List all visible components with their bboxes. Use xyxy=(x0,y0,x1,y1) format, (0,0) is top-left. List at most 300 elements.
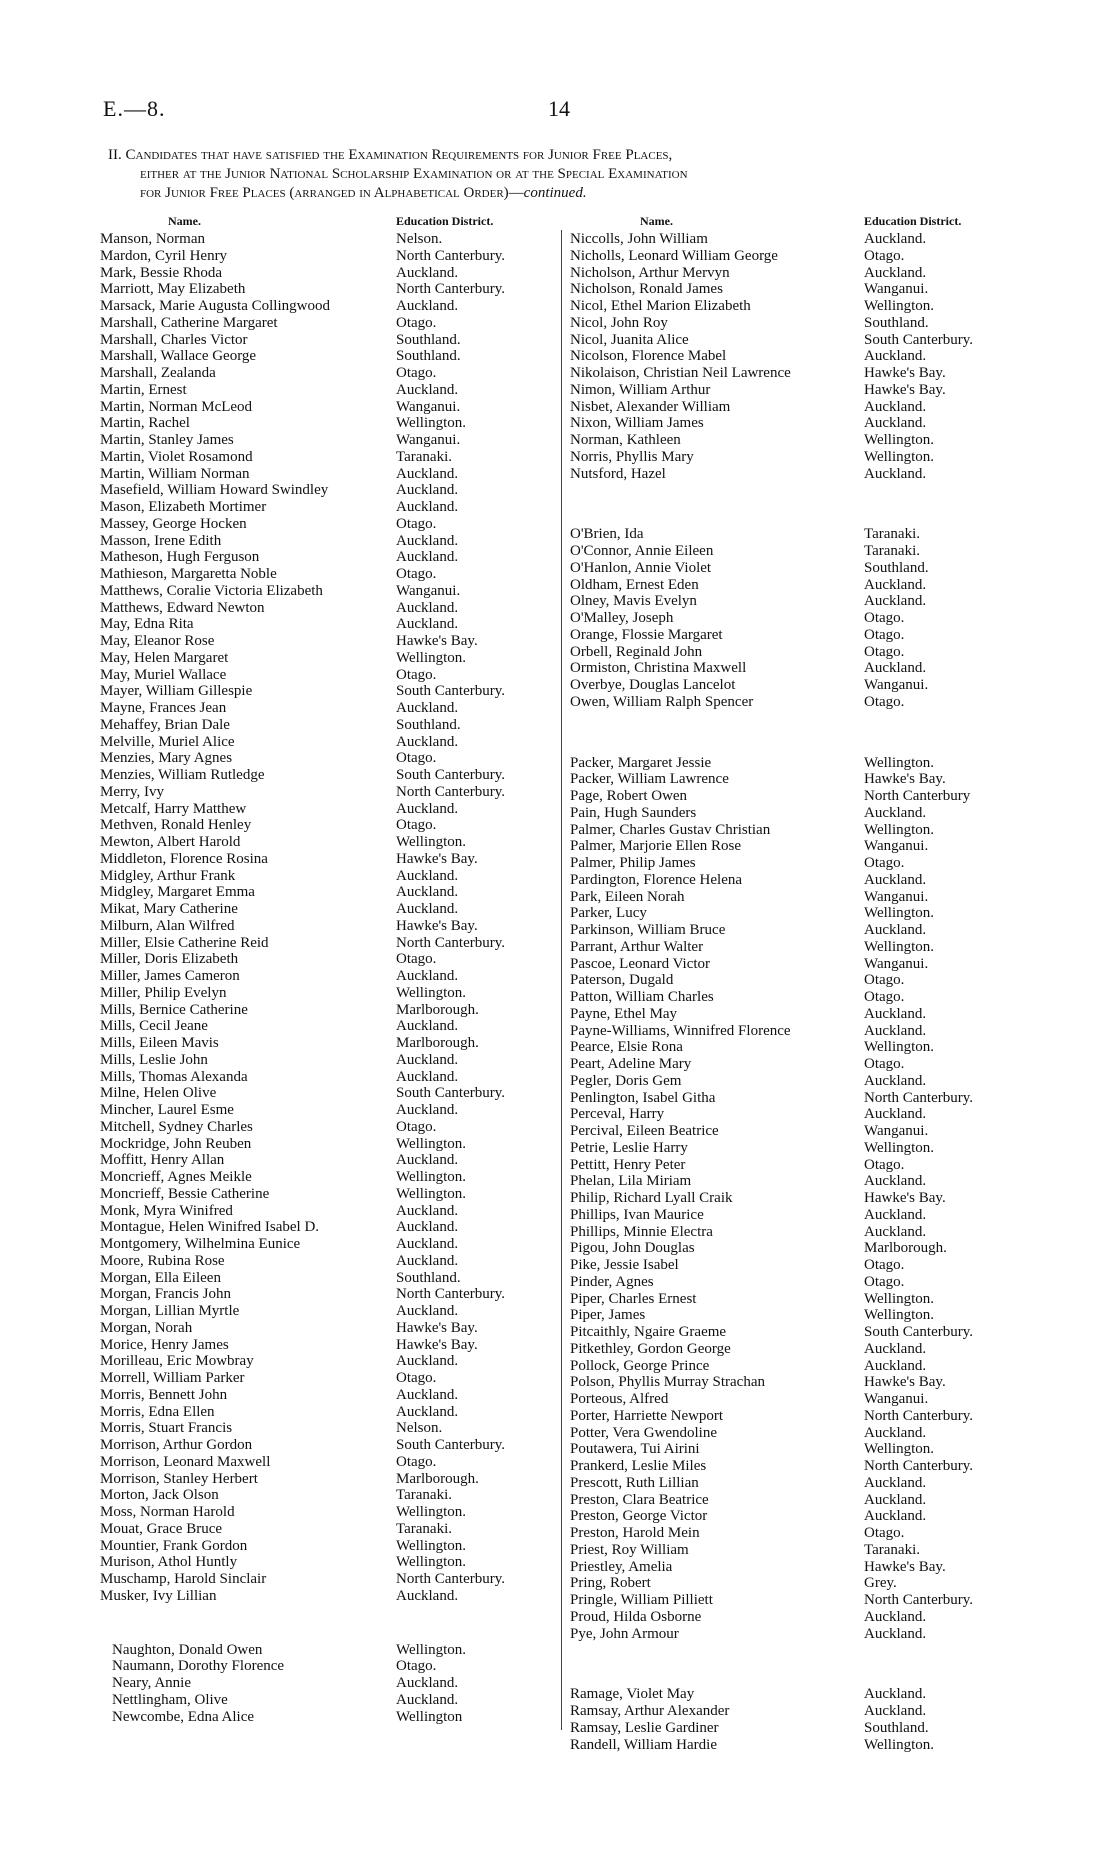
list-item xyxy=(570,1508,1010,1525)
candidate-name: Neary, Annie xyxy=(112,1675,191,1691)
candidate-name: Pring, Robert xyxy=(570,1575,651,1592)
left-section-n xyxy=(100,1642,560,1726)
candidate-name: Miller, Doris Elizabeth xyxy=(100,951,239,968)
candidate-name: Moss, Norman Harold xyxy=(100,1504,235,1520)
education-district: Wellington. xyxy=(396,1554,467,1571)
list-item xyxy=(570,365,1010,382)
education-district: Otago. xyxy=(396,666,437,683)
candidate-name: Parker, Lucy xyxy=(570,905,647,922)
education-district: Auckland. xyxy=(396,616,459,633)
candidate-name: Musker, Ivy Lillian xyxy=(100,1587,217,1604)
candidate-name: Owen, William Ralph Spencer xyxy=(570,693,754,710)
education-district: South Canterbury. xyxy=(396,683,506,700)
candidate-name: Marriott, May Elizabeth xyxy=(100,281,246,298)
candidate-name: Montgomery, Wilhelmina Eunice xyxy=(100,1236,301,1252)
education-district: Wellington. xyxy=(864,298,935,314)
list-item xyxy=(100,1270,560,1287)
education-district: Otago. xyxy=(396,1370,437,1386)
list-item xyxy=(100,1571,560,1588)
education-district: Auckland. xyxy=(864,1340,927,1357)
education-district: North Canterbury. xyxy=(864,1592,973,1608)
list-item xyxy=(100,616,560,633)
education-district: North Canterbury. xyxy=(396,783,505,800)
education-district: Auckland. xyxy=(864,1625,927,1642)
heading-continued: continued. xyxy=(523,185,587,201)
column-divider xyxy=(561,230,562,1730)
education-district: Auckland. xyxy=(396,1691,459,1708)
education-district: Auckland. xyxy=(396,1403,459,1420)
heading-line-3 xyxy=(108,184,1023,203)
list-item xyxy=(570,1720,1010,1737)
list-item xyxy=(570,1291,1010,1308)
education-district: Otago. xyxy=(864,1156,905,1173)
list-item xyxy=(570,855,1010,872)
education-district: Auckland. xyxy=(396,1587,459,1604)
candidate-name: Overbye, Douglas Lancelot xyxy=(570,677,736,693)
education-district: Wellington. xyxy=(396,1169,467,1185)
candidate-name: Naumann, Dorothy Florence xyxy=(112,1658,285,1675)
list-item xyxy=(100,700,560,717)
education-district: Hawke's Bay. xyxy=(864,1558,946,1575)
list-item xyxy=(100,834,560,851)
candidate-name: Mehaffey, Brian Dale xyxy=(100,716,230,733)
candidate-name: Poutawera, Tui Airini xyxy=(570,1441,700,1458)
education-district: Southland. xyxy=(396,1269,461,1286)
candidate-name: Moncrieff, Bessie Catherine xyxy=(100,1185,270,1202)
candidate-name: Nixon, William James xyxy=(570,415,704,432)
list-item xyxy=(100,1454,560,1471)
education-district: Auckland. xyxy=(396,1202,459,1219)
education-district: Hawke's Bay. xyxy=(396,917,478,934)
candidate-name: Proud, Hilda Osborne xyxy=(570,1608,702,1625)
list-item xyxy=(100,1035,560,1052)
education-district: Auckland. xyxy=(396,465,459,482)
candidate-name: Mincher, Laurel Esme xyxy=(100,1102,234,1118)
education-district: South Canterbury. xyxy=(864,1324,974,1340)
education-district: Wellington. xyxy=(864,1039,935,1056)
candidate-name: Miller, Philip Evelyn xyxy=(100,984,227,1001)
candidate-name: Morice, Henry James xyxy=(100,1336,229,1353)
list-item xyxy=(570,677,1010,694)
section-gap xyxy=(570,711,1010,755)
candidate-name: Nicholson, Ronald James xyxy=(570,281,723,298)
list-item xyxy=(100,1186,560,1203)
education-district: Hawke's Bay. xyxy=(396,850,478,867)
education-district: North Canterbury. xyxy=(396,1571,505,1587)
candidate-name: Randell, William Hardie xyxy=(570,1736,717,1753)
section-heading xyxy=(108,146,1023,203)
education-district: Auckland. xyxy=(396,1068,459,1085)
education-district: Wellington. xyxy=(396,1537,467,1554)
candidate-name: Marshall, Catherine Margaret xyxy=(100,314,278,331)
education-district: Otago. xyxy=(396,566,437,582)
candidate-name: Nicol, Juanita Alice xyxy=(570,331,689,348)
education-district: Auckland. xyxy=(396,901,459,917)
education-district: Otago. xyxy=(396,951,437,968)
list-item xyxy=(100,1521,560,1538)
education-district: Taranaki. xyxy=(396,1520,453,1537)
candidate-name: Massey, George Hocken xyxy=(100,515,247,532)
candidate-name: Martin, Norman McLeod xyxy=(100,398,253,415)
candidate-name: Marshall, Zealanda xyxy=(100,365,216,381)
education-district: Marlborough. xyxy=(396,1001,479,1018)
education-district: Otago. xyxy=(864,693,905,710)
candidate-name: Mardon, Cyril Henry xyxy=(100,247,228,264)
list-item xyxy=(100,1169,560,1186)
education-district: Auckland. xyxy=(396,599,459,616)
education-district: Southland. xyxy=(864,314,929,331)
page-id: E.—8. xyxy=(103,96,166,121)
candidate-name: Nettlingham, Olive xyxy=(112,1691,228,1708)
candidate-name: Polson, Phyllis Murray Strachan xyxy=(570,1374,765,1391)
list-item xyxy=(570,1592,1010,1609)
education-district: Auckland. xyxy=(396,381,459,398)
education-district: Otago. xyxy=(396,365,437,381)
list-item xyxy=(100,549,560,566)
list-item xyxy=(100,1487,560,1504)
candidate-name: Page, Robert Owen xyxy=(570,788,688,804)
education-district: Otago. xyxy=(396,1453,437,1470)
district-header: Education District. xyxy=(864,214,962,228)
education-district: Otago. xyxy=(864,855,905,871)
page-number: 14 xyxy=(548,96,570,121)
education-district: Auckland. xyxy=(864,1703,927,1719)
education-district: Wanganui. xyxy=(396,432,461,448)
candidate-name: Orange, Flossie Margaret xyxy=(570,626,723,643)
candidate-name: Morris, Bennett John xyxy=(100,1386,228,1403)
candidate-name: Packer, William Lawrence xyxy=(570,771,729,788)
education-district: Otago. xyxy=(864,626,905,643)
candidate-name: Oldham, Ernest Eden xyxy=(570,576,699,593)
list-item xyxy=(100,1504,560,1521)
candidate-name: May, Eleanor Rose xyxy=(100,633,215,649)
candidate-name: Muschamp, Harold Sinclair xyxy=(100,1571,267,1587)
candidate-name: Phillips, Ivan Maurice xyxy=(570,1206,704,1223)
list-item xyxy=(100,1236,560,1253)
list-item xyxy=(100,348,560,365)
education-district: Auckland. xyxy=(864,871,927,888)
candidate-name: Pollock, George Prince xyxy=(570,1357,710,1374)
list-item xyxy=(570,1391,1010,1408)
education-district: Otago. xyxy=(864,1525,905,1541)
candidate-name: Pain, Hugh Saunders xyxy=(570,804,697,821)
list-item xyxy=(570,1157,1010,1174)
candidate-name: Mockridge, John Reuben xyxy=(100,1135,252,1152)
list-item xyxy=(100,466,560,483)
candidate-name: Preston, George Victor xyxy=(570,1508,708,1525)
list-item xyxy=(100,1069,560,1086)
list-item xyxy=(100,1018,560,1035)
education-district: Auckland. xyxy=(396,298,459,314)
candidate-name: Nicolson, Florence Mabel xyxy=(570,348,727,365)
education-district: Auckland. xyxy=(396,1152,459,1169)
list-item xyxy=(570,905,1010,922)
education-district: Otago. xyxy=(864,1257,905,1273)
candidate-name: Pegler, Doris Gem xyxy=(570,1072,682,1089)
candidate-name: Nicholls, Leonard William George xyxy=(570,247,778,264)
education-district: Wellington xyxy=(396,1708,463,1725)
list-item xyxy=(100,583,560,600)
list-item xyxy=(570,1458,1010,1475)
list-item xyxy=(100,1303,560,1320)
candidate-name: Morgan, Francis John xyxy=(100,1286,231,1303)
list-item xyxy=(100,1136,560,1153)
candidate-name: Morgan, Lillian Myrtle xyxy=(100,1303,240,1319)
candidate-name: Phillips, Minnie Electra xyxy=(570,1223,713,1240)
education-district: Auckland. xyxy=(864,1508,927,1525)
candidate-name: Payne, Ethel May xyxy=(570,1005,678,1022)
section-gap xyxy=(570,482,1010,526)
education-district: South Canterbury. xyxy=(864,331,974,348)
candidate-name: Mark, Bessie Rhoda xyxy=(100,264,223,281)
education-district: North Canterbury. xyxy=(864,1458,973,1474)
name-header: Name. xyxy=(168,214,201,228)
list-item xyxy=(570,644,1010,661)
education-district: North Canterbury. xyxy=(864,1089,973,1106)
list-item xyxy=(100,365,560,382)
candidate-name: Murison, Athol Huntly xyxy=(100,1554,238,1571)
list-item xyxy=(100,1102,560,1119)
list-item xyxy=(570,1492,1010,1509)
candidate-name: Masson, Irene Edith xyxy=(100,532,222,549)
education-district: Otago. xyxy=(396,515,437,532)
candidate-name: Pitcaithly, Ngaire Graeme xyxy=(570,1324,727,1340)
candidate-name: Mikat, Mary Catherine xyxy=(100,901,238,917)
education-district: Auckland. xyxy=(864,1474,927,1491)
education-district: Auckland. xyxy=(864,576,927,593)
list-item xyxy=(570,332,1010,349)
list-item xyxy=(100,918,560,935)
candidate-name: Mills, Cecil Jeane xyxy=(100,1018,208,1035)
candidate-name: O'Brien, Ida xyxy=(570,526,644,543)
education-district: Hawke's Bay. xyxy=(396,633,478,649)
education-district: Hawke's Bay. xyxy=(396,1336,478,1353)
candidate-name: Niccolls, John William xyxy=(570,231,708,247)
education-district: Wellington. xyxy=(864,1307,935,1324)
list-item xyxy=(100,1420,560,1437)
education-district: Hawke's Bay. xyxy=(864,381,946,398)
education-district: Otago. xyxy=(864,989,905,1005)
candidate-name: Payne-Williams, Winnifred Florence xyxy=(570,1022,791,1039)
candidate-name: Palmer, Charles Gustav Christian xyxy=(570,821,771,838)
candidate-name: Newcombe, Edna Alice xyxy=(112,1708,255,1725)
education-district: Wanganui. xyxy=(864,1123,929,1139)
education-district: Wanganui. xyxy=(864,955,929,972)
education-district: Wellington. xyxy=(396,984,467,1001)
education-district: Southland. xyxy=(396,331,461,348)
list-item xyxy=(570,1408,1010,1425)
candidate-name: Ramage, Violet May xyxy=(570,1686,695,1703)
list-item xyxy=(100,1437,560,1454)
list-item xyxy=(100,1404,560,1421)
education-district: Auckland. xyxy=(864,593,927,610)
list-item xyxy=(100,533,560,550)
list-item xyxy=(100,968,560,985)
education-district: Auckland. xyxy=(396,264,459,281)
candidate-name: Mills, Thomas Alexanda xyxy=(100,1068,248,1085)
list-item xyxy=(100,667,560,684)
list-item xyxy=(570,231,1010,248)
candidate-name: Nicholson, Arthur Mervyn xyxy=(570,264,730,281)
list-item xyxy=(570,543,1010,560)
list-item xyxy=(100,884,560,901)
education-district: Auckland. xyxy=(864,1173,927,1190)
left-column-header xyxy=(100,214,560,231)
candidate-name: Piper, James xyxy=(570,1307,646,1324)
candidate-name: Pye, John Armour xyxy=(570,1625,679,1642)
candidate-name: Philip, Richard Lyall Craik xyxy=(570,1190,733,1206)
list-item xyxy=(570,694,1010,711)
candidate-name: Martin, Stanley James xyxy=(100,432,234,448)
list-item xyxy=(100,432,560,449)
education-district: Wanganui. xyxy=(864,888,929,905)
candidate-name: Midgley, Margaret Emma xyxy=(100,884,255,901)
candidate-name: Mills, Eileen Mavis xyxy=(100,1035,219,1051)
list-item xyxy=(100,516,560,533)
education-district: Wellington. xyxy=(396,834,467,850)
candidate-name: Packer, Margaret Jessie xyxy=(570,754,712,771)
list-item xyxy=(100,281,560,298)
education-district: Otago. xyxy=(864,972,905,989)
list-item xyxy=(570,822,1010,839)
education-district: Auckland. xyxy=(864,264,927,281)
heading-line-3-text: for Junior Free Places (arranged in Alphabetical Order)— xyxy=(140,185,524,201)
education-district: Hawke's Bay. xyxy=(864,1374,946,1391)
candidate-name: Marshall, Charles Victor xyxy=(100,331,248,348)
candidate-name: Moncrieff, Agnes Meikle xyxy=(100,1169,252,1185)
education-district: Southland. xyxy=(864,1719,929,1736)
list-item xyxy=(100,1675,560,1692)
candidate-name: Pitkethley, Gordon George xyxy=(570,1340,731,1357)
list-item xyxy=(100,1692,560,1709)
list-item xyxy=(100,633,560,650)
list-item xyxy=(570,248,1010,265)
list-item xyxy=(100,683,560,700)
list-item xyxy=(570,956,1010,973)
list-item xyxy=(100,1387,560,1404)
candidate-name: Morgan, Norah xyxy=(100,1319,193,1336)
list-item xyxy=(570,1006,1010,1023)
education-district: Taranaki. xyxy=(864,543,921,559)
list-item xyxy=(570,466,1010,483)
list-item xyxy=(100,851,560,868)
candidate-name: Menzies, Mary Agnes xyxy=(100,750,233,767)
candidate-name: Masefield, William Howard Swindley xyxy=(100,482,329,499)
list-item xyxy=(570,627,1010,644)
list-item xyxy=(100,298,560,315)
list-item xyxy=(100,415,560,432)
list-item xyxy=(100,784,560,801)
candidate-name: Mountier, Frank Gordon xyxy=(100,1537,248,1554)
education-district: Marlborough. xyxy=(396,1470,479,1487)
education-district: Wellington. xyxy=(396,1641,467,1658)
list-item xyxy=(570,872,1010,889)
education-district: Wellington. xyxy=(864,754,935,771)
education-district: Hawke's Bay. xyxy=(864,365,946,381)
education-district: Auckland. xyxy=(396,700,459,716)
candidate-name: Mayer, William Gillespie xyxy=(100,683,253,700)
education-district: Otago. xyxy=(396,817,437,834)
education-district: Wanganui. xyxy=(864,677,929,693)
list-item xyxy=(570,1358,1010,1375)
education-district: Wanganui. xyxy=(864,281,929,298)
education-district: Auckland. xyxy=(864,1022,927,1039)
candidate-name: Morilleau, Eric Mowbray xyxy=(100,1353,254,1370)
list-item xyxy=(570,449,1010,466)
education-district: Otago. xyxy=(864,247,905,264)
list-item xyxy=(570,939,1010,956)
list-item xyxy=(100,566,560,583)
list-item xyxy=(570,1737,1010,1754)
candidate-name: Pearce, Elsie Rona xyxy=(570,1039,683,1056)
education-district: Auckland. xyxy=(396,1102,459,1118)
list-item xyxy=(570,989,1010,1006)
candidate-name: Mills, Leslie John xyxy=(100,1051,208,1068)
list-item xyxy=(570,1441,1010,1458)
list-item xyxy=(570,1224,1010,1241)
education-district: Auckland. xyxy=(396,1051,459,1068)
list-item xyxy=(570,1525,1010,1542)
education-district: North Canterbury. xyxy=(396,1286,505,1303)
education-district: Wellington. xyxy=(396,415,467,432)
education-district: Wellington. xyxy=(864,938,935,955)
list-item xyxy=(100,399,560,416)
section-gap xyxy=(570,1642,1010,1686)
education-district: Otago. xyxy=(396,1658,437,1675)
education-district: Wellington. xyxy=(396,1504,467,1520)
candidate-name: Milne, Helen Olive xyxy=(100,1085,217,1102)
candidate-name: Pardington, Florence Helena xyxy=(570,871,743,888)
education-district: Otago. xyxy=(864,610,905,626)
education-district: Auckland. xyxy=(864,1424,927,1441)
education-district: Grey. xyxy=(864,1575,897,1592)
list-item xyxy=(100,1052,560,1069)
candidate-name: Moffitt, Henry Allan xyxy=(100,1152,225,1169)
name-header: Name. xyxy=(640,214,673,228)
right-column-header xyxy=(570,214,1010,231)
list-item xyxy=(570,788,1010,805)
candidate-name: Nimon, William Arthur xyxy=(570,381,711,398)
education-district: Auckland. xyxy=(396,1219,459,1236)
education-district: Auckland. xyxy=(864,660,927,677)
list-item xyxy=(100,1554,560,1571)
candidate-name: Miller, Elsie Catherine Reid xyxy=(100,934,269,951)
education-district: Auckland. xyxy=(864,348,927,365)
education-district: Auckland. xyxy=(396,482,459,499)
education-district: Otago. xyxy=(864,1273,905,1290)
candidate-name: Mason, Elizabeth Mortimer xyxy=(100,499,267,515)
education-district: Taranaki. xyxy=(864,1541,921,1558)
education-district: Auckland. xyxy=(864,1206,927,1223)
list-item xyxy=(570,1140,1010,1157)
education-district: Auckland. xyxy=(396,1236,459,1252)
list-item xyxy=(570,1257,1010,1274)
list-item xyxy=(570,315,1010,332)
candidate-name: Morrell, William Parker xyxy=(100,1370,245,1386)
candidate-name: Metcalf, Harry Matthew xyxy=(100,800,247,817)
education-district: Auckland. xyxy=(864,1608,927,1625)
candidate-name: Preston, Harold Mein xyxy=(570,1525,700,1541)
education-district: Wellington. xyxy=(864,1736,935,1753)
list-item xyxy=(100,482,560,499)
education-district: North Canterbury. xyxy=(396,247,505,264)
education-district: South Canterbury. xyxy=(396,767,506,783)
candidate-name: Mills, Bernice Catherine xyxy=(100,1001,248,1018)
education-district: Auckland. xyxy=(864,1491,927,1508)
list-item xyxy=(570,265,1010,282)
education-district: Wellington. xyxy=(864,1290,935,1307)
education-district: Auckland. xyxy=(396,1252,459,1269)
